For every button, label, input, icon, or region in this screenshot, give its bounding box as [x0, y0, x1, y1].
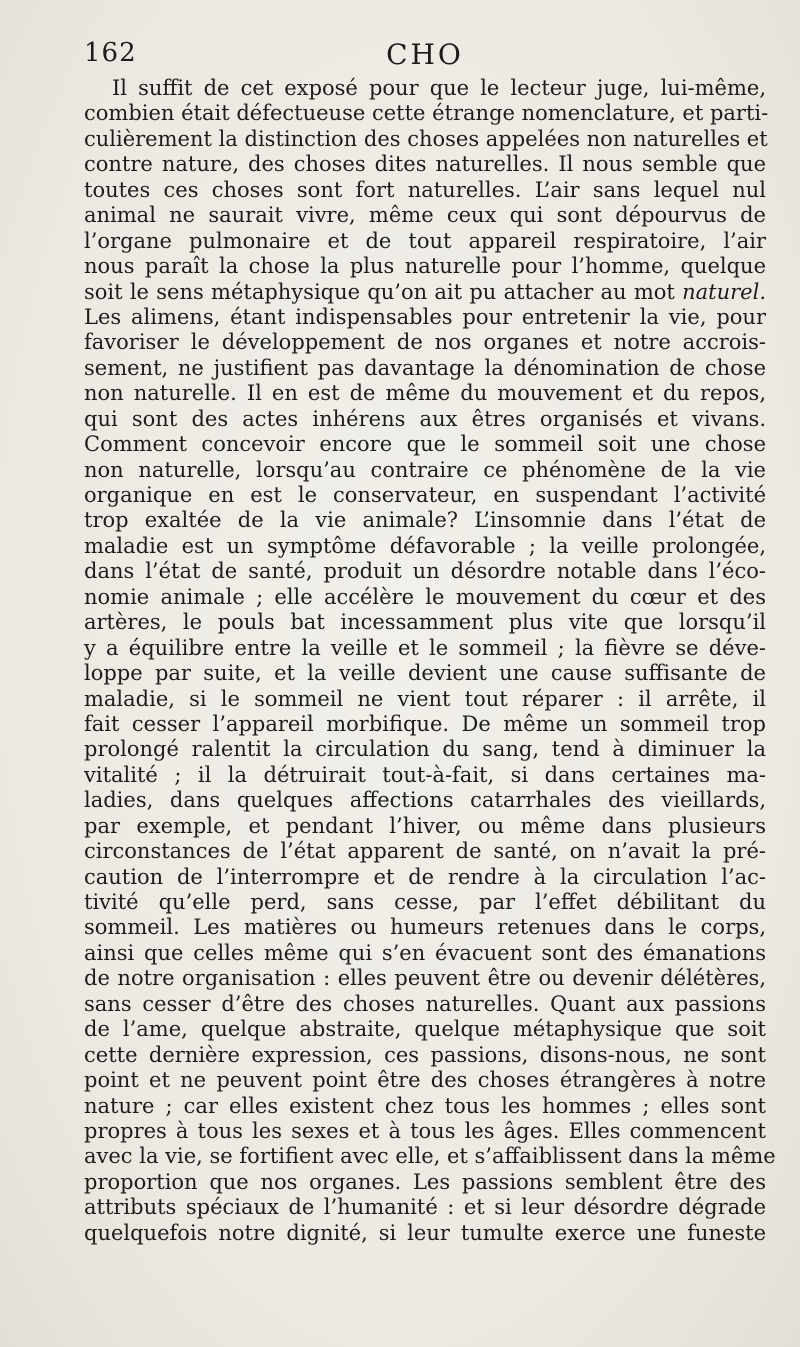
text-line: combien était défectueuse cette étrange nomenclature, et parti-	[84, 101, 769, 126]
text-line: sommeil. Les matières ou humeurs retenues dans le corps,	[84, 915, 766, 940]
text-line: Comment concevoir encore que le sommeil soit une chose	[84, 432, 766, 457]
text-line: organique en est le conservateur, en suspendant l’activité	[84, 483, 766, 507]
text-line: vitalité ; il la détruirait tout-à-fait, si dans certaines ma-	[84, 762, 766, 787]
text-line: sement, ne justifient pas davantage la dénomination de chose	[84, 355, 766, 380]
body-text	[84, 76, 776, 1246]
text-line: loppe par suite, et la veille devient une cause suffisante de	[84, 661, 766, 686]
text-line: sans cesser d’être des choses naturelles. Quant aux passions	[84, 991, 766, 1016]
text-line: point et ne peuvent point être des choses étrangères à notre	[84, 1068, 766, 1093]
text-line: animal ne saurait vivre, même ceux qui sont dépourvus de	[84, 203, 766, 228]
text-line: caution de l’interrompre et de rendre à la circulation l’ac-	[84, 864, 766, 889]
text-line: quelquefois notre dignité, si leur tumulte exerce une funeste	[84, 1220, 766, 1245]
text-line: maladie, si le sommeil ne vient tout réparer : il arrête, il	[84, 686, 766, 711]
text-line: ladies, dans quelques affections catarrhales des vieillards,	[84, 788, 766, 813]
page-number: 162	[84, 38, 137, 68]
text-line: de l’ame, quelque abstraite, quelque métaphysique que soit	[84, 1017, 766, 1042]
text-line: propres à tous les sexes et à tous les âges. Elles commencent	[84, 1118, 766, 1143]
text-line-part: soit le sens métaphysique qu’on ait pu attacher au mot	[84, 279, 675, 304]
text-line: l’organe pulmonaire et de tout appareil respiratoire, l’air	[84, 228, 766, 253]
text-line: attributs spéciaux de l’humanité : et si leur désordre dégrade	[84, 1195, 766, 1220]
text-line: contre nature, des choses dites naturelles. Il nous semble que	[84, 152, 766, 177]
text-line: maladie est un symptôme défavorable ; la veille prolongée,	[84, 533, 766, 558]
text-line: dans l’état de santé, produit un désordre notable dans l’éco-	[84, 559, 766, 584]
text-line: non naturelle, lorsqu’au contraire ce phénomène de la vie	[84, 457, 766, 482]
italic-word: naturel.	[682, 279, 766, 304]
running-head: CHO	[386, 38, 464, 71]
text-line: toutes ces choses sont fort naturelles. L’air sans lequel nul	[84, 177, 766, 202]
text-line: cette dernière expression, ces passions, disons-nous, ne sont	[84, 1042, 766, 1067]
text-line	[84, 280, 766, 305]
text-line: Les alimens, étant indispensables pour entretenir la vie, pour	[84, 304, 766, 329]
page-header	[84, 38, 766, 72]
text-line: trop exaltée de la vie animale? L’insomnie dans l’état de	[84, 508, 766, 533]
text-line: favoriser le développement de nos organes et notre accrois-	[84, 330, 766, 355]
text-line: y a équilibre entre la veille et le sommeil ; la fièvre se déve-	[84, 635, 766, 660]
text-line: fait cesser l’appareil morbifique. De même un sommeil trop	[84, 711, 766, 736]
text-line: nomie animale ; elle accélère le mouvement du cœur et des	[84, 584, 766, 609]
text-line: avec la vie, se fortifient avec elle, et s’affaiblissent dans la même	[84, 1144, 776, 1169]
text-line: proportion que nos organes. Les passions semblent être des	[84, 1169, 766, 1194]
text-line: qui sont des actes inhérens aux êtres organisés et vivans.	[84, 406, 766, 431]
text-line: de notre organisation : elles peuvent être ou devenir délétères,	[84, 966, 766, 991]
text-line: artères, le pouls bat incessamment plus vite que lorsqu’il	[84, 610, 766, 635]
text-line: par exemple, et pendant l’hiver, ou même dans plusieurs	[84, 813, 766, 838]
text-line: nous paraît la chose la plus naturelle pour l’homme, quelque	[84, 254, 766, 279]
text-line: non naturelle. Il en est de même du mouvement et du repos,	[84, 381, 766, 406]
text-line: tivité qu’elle perd, sans cesse, par l’effet débilitant du	[84, 890, 766, 914]
text-line: ainsi que celles même qui s’en évacuent sont des émanations	[84, 940, 766, 965]
text-line: nature ; car elles existent chez tous les hommes ; elles sont	[84, 1093, 766, 1118]
text-line: circonstances de l’état apparent de santé, on n’avait la pré-	[84, 839, 766, 864]
text-line: prolongé ralentit la circulation du sang, tend à diminuer la	[84, 737, 766, 762]
text-line: Il suffit de cet exposé pour que le lecteur juge, lui-même,	[112, 76, 766, 100]
text-line: culièrement la distinction des choses appelées non naturelles et	[84, 126, 768, 151]
